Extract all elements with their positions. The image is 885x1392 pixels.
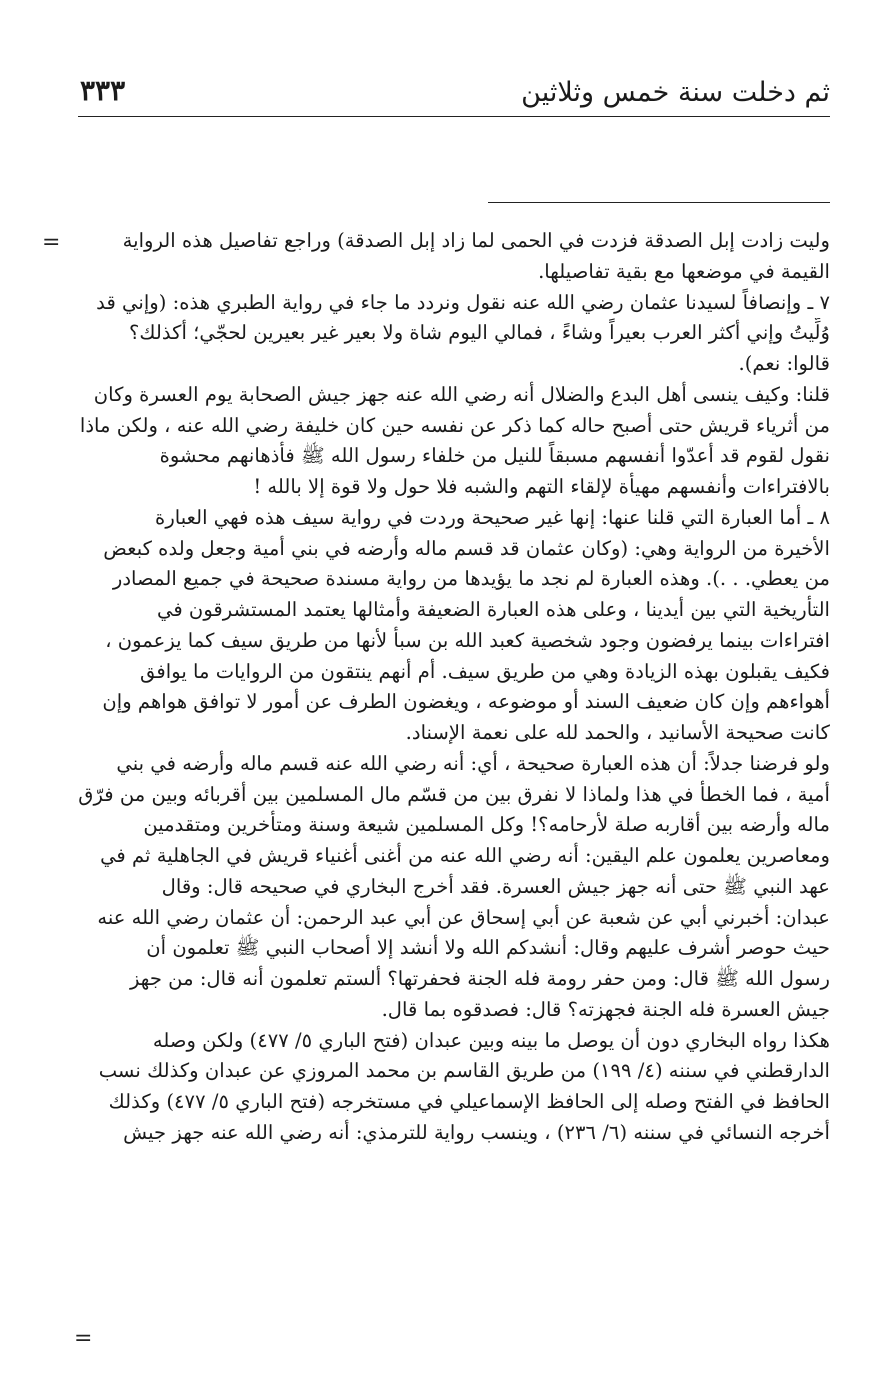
- text-line: فكيف يقبلون بهذه الزيادة وهي من طريق سيف. أم أنهم ينتقون من الروايات ما يوافق: [140, 659, 830, 683]
- footnote-separator: [488, 202, 830, 203]
- text-line: ماله وأرضه بين أقاربه صلة لأرحامه؟! وكل المسلمين شيعة وسنة ومتأخرين ومتقدمين: [143, 813, 830, 837]
- text-line: أهواءهم وإن كان ضعيف السند أو موضوعه ، ويغضون الطرف عن أمور لا توافق هواهم وإن: [102, 690, 830, 714]
- text-line: افتراءات بينما يرفضون وجود شخصية كعبد الله بن سبأ لأنها من طريق سيف كما يزعمون ،: [105, 628, 830, 652]
- text-line: وُلِّيتُ وإني أكثر العرب بعيراً وشاءً ، فمالي اليوم شاة ولا بعير غير بعيرين لحجّي؛ أكذلك؟: [129, 321, 830, 345]
- text-line: كانت صحيحة الأسانيد ، والحمد لله على نعمة الإسناد.: [405, 721, 830, 744]
- text-line: ٧ ـ وإنصافاً لسيدنا عثمان رضي الله عنه نقول ونردد ما جاء في رواية الطبري هذه: (وإني قد: [96, 290, 830, 314]
- text-line: قالوا: نعم).: [738, 352, 830, 375]
- text-line: نقول لقوم قد أعدّوا أنفسهم مسبقاً للنيل من خلفاء رسول الله ﷺ فأذهانهم محشوة: [159, 444, 830, 468]
- chapter-title: ثم دخلت سنة خمس وثلاثين: [521, 77, 830, 108]
- text-line: عهد النبي ﷺ حتى أنه جهز جيش العسرة. فقد أخرج البخاري في صحيحه قال: وقال: [161, 874, 830, 898]
- text-line: من يعطي. . .). وهذه العبارة لم نجد ما يؤيدها من رواية مسندة صحيحة في جميع المصادر: [112, 567, 830, 591]
- text-line: الحافظ في الفتح وصله إلى الحافظ الإسماعيلي في مستخرجه (فتح الباري ٥/ ٤٧٧) وكذلك: [108, 1090, 830, 1113]
- text-line: الدارقطني في سننه (٤/ ١٩٩) من طريق القاسم بن محمد المروزي عن عبدان وكذلك نسب: [98, 1059, 830, 1083]
- footnote-text: [78, 226, 830, 1356]
- text-line: أمية ، فما الخطأ في هذا ولماذا لا نفرق بين من قسّم مال المسلمين بين أقربائه وبين من فرّق: [78, 782, 830, 806]
- header-rule: [78, 116, 830, 117]
- text-line: ٨ ـ أما العبارة التي قلنا عنها: إنها غير صحيحة وردت في رواية سيف هذه فهي العبارة: [155, 505, 830, 529]
- text-line: حيث حوصر أشرف عليهم وقال: أنشدكم الله ولا أنشد إلا أصحاب النبي ﷺ تعلمون أن: [146, 936, 830, 960]
- running-header: [78, 70, 830, 114]
- text-line: ولو فرضنا جدلاً: أن هذه العبارة صحيحة ، أي: أنه رضي الله عنه قسم ماله وأرضه في بني: [116, 751, 830, 775]
- text-line: هكذا رواه البخاري دون أن يوصل ما بينه وبين عبدان (فتح الباري ٥/ ٤٧٧) ولكن وصله: [152, 1028, 830, 1052]
- continuation-mark-top: =: [42, 230, 61, 255]
- continuation-mark-bottom: =: [74, 1326, 93, 1351]
- text-line: جيش العسرة فله الجنة فجهزته؟ قال: فصدقوه بما قال.: [381, 997, 830, 1021]
- text-line: ومعاصرين يعلمون علم اليقين: أنه رضي الله عنه من أغنى أغنياء قريش في الجاهلية ثم في: [100, 844, 830, 867]
- text-line: من أثرياء قريش حتى أصبح حاله كما ذكر عن نفسه حين كان خليفة رضي الله عنه ، ولكن ماذا: [79, 413, 830, 437]
- text-line: عبدان: أخبرني أبي عن شعبة عن أبي إسحاق عن أبي عبد الرحمن: أن عثمان رضي الله عنه: [97, 905, 830, 929]
- text-line: الأخيرة من الرواية وهي: (وكان عثمان قد قسم ماله وأرضه في بني أمية وجعل ولده كبعض: [103, 536, 830, 560]
- text-line: رسول الله ﷺ قال: ومن حفر رومة فله الجنة فحفرتها؟ ألستم تعلمون أنه قال: من جهز: [130, 967, 830, 990]
- text-line: القيمة في موضعها مع بقية تفاصيلها.: [538, 259, 830, 283]
- page-number: ٣٣٣: [80, 74, 126, 107]
- text-line: وليت زادت إبل الصدقة فزدت في الحمى لما زاد إبل الصدقة) وراجع تفاصيل هذه الرواية: [122, 229, 830, 252]
- text-line: التأريخية التي بين أيدينا ، وعلى هذه العبارة الضعيفة وأمثالها يعتمد المستشرقون في: [157, 598, 830, 621]
- text-line: بالافتراءات وأنفسهم مهيأة لإلقاء التهم والشبه فلا حول ولا قوة إلا بالله !: [253, 475, 830, 498]
- text-line: أخرجه النسائي في سننه (٦/ ٢٣٦) ، وينسب رواية للترمذي: أنه رضي الله عنه جهز جيش: [123, 1120, 830, 1144]
- text-line: قلنا: وكيف ينسى أهل البدع والضلال أنه رضي الله عنه جهز جيش الصحابة يوم العسرة وكان: [93, 382, 830, 406]
